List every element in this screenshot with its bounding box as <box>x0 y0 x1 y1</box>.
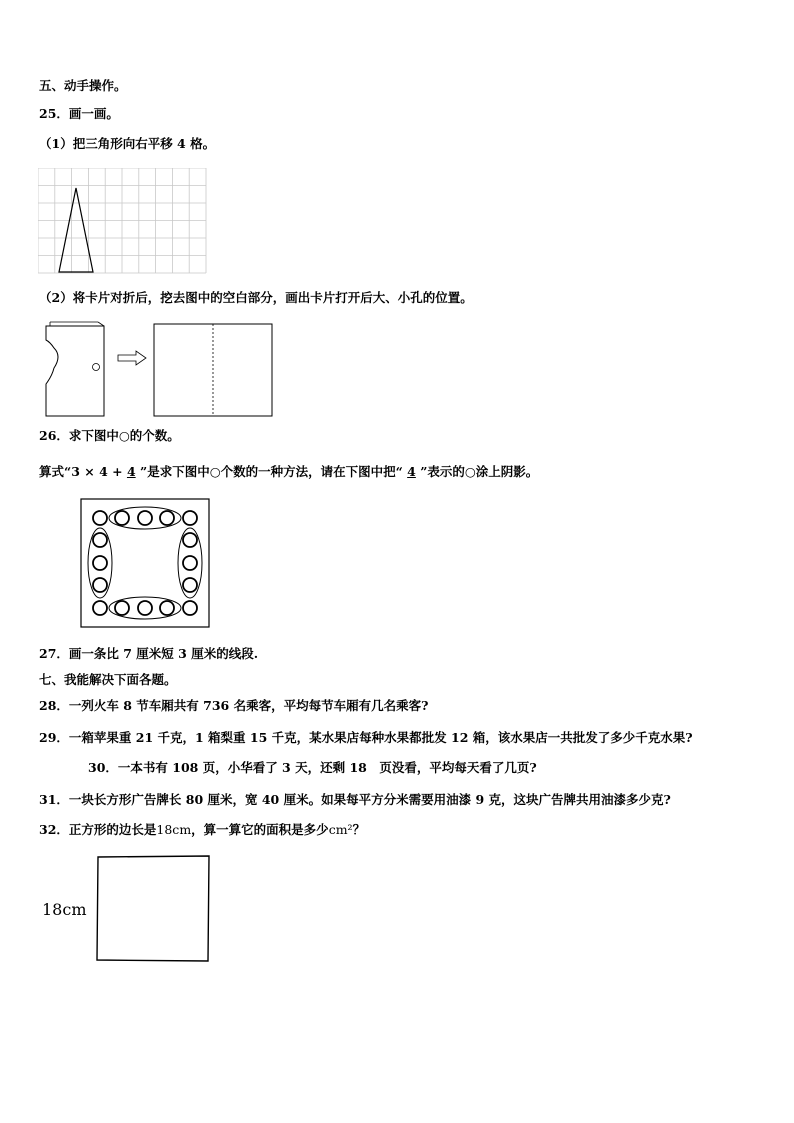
folded-card <box>46 326 104 416</box>
small-hole <box>93 364 100 371</box>
circles-figure <box>80 498 212 630</box>
small-circle <box>93 578 107 592</box>
question-27-title: 27．画一条比 7 厘米短 3 厘米的线段. <box>39 646 259 661</box>
folded-card-figure <box>40 318 280 420</box>
triangle-grid-figure <box>38 168 208 274</box>
question-26-title: 26．求下图中○的个数。 <box>39 428 180 443</box>
small-circle <box>115 511 129 525</box>
question-28: 28．一列火车 8 节车厢共有 736 名乘客，平均每节车厢有几名乘客? <box>39 698 429 713</box>
right-arrow-icon <box>118 351 146 365</box>
triangle-shape <box>59 188 93 272</box>
small-circle <box>160 511 174 525</box>
question-25-title: 25．画一画。 <box>39 106 119 121</box>
small-circle <box>93 511 107 525</box>
square-shape <box>97 856 209 961</box>
small-circle <box>93 556 107 570</box>
small-circle <box>138 511 152 525</box>
square-side-label: 18cm <box>42 900 87 919</box>
small-circle <box>183 533 197 547</box>
small-circle <box>93 601 107 615</box>
question-31: 31．一块长方形广告牌长 80 厘米，宽 40 厘米。如果每平方分米需要用油漆 9 克，这块广告牌共用油漆多少克? <box>39 792 671 807</box>
question-29: 29．一箱苹果重 21 千克，1 箱梨重 15 千克，某水果店每种水果都批发 12 箱，该水果店一共批发了多少千克水果? <box>39 730 693 745</box>
question-25-part-1: （1）把三角形向右平移 4 格。 <box>39 136 216 151</box>
question-26-formula: 算式“3 × 4 + 4 ”是求下图中○个数的一种方法，请在下图中把“ 4 ”表示的○涂上阴影。 <box>39 464 539 479</box>
small-circle <box>115 601 129 615</box>
small-circle <box>183 511 197 525</box>
small-circle <box>93 533 107 547</box>
small-circle <box>183 601 197 615</box>
question-32: 32．正方形的边长是18cm，算一算它的面积是多少cm²？ <box>39 822 366 837</box>
small-circle <box>183 556 197 570</box>
question-25-part-2: （2）将卡片对折后，挖去图中的空白部分，画出卡片打开后大、小孔的位置。 <box>39 290 473 305</box>
question-30: 30．一本书有 108 页，小华看了 3 天，还剩 18 页没看，平均每天看了几页? <box>88 760 537 775</box>
triangle-grid <box>38 168 208 274</box>
small-circle <box>138 601 152 615</box>
small-circle <box>183 578 197 592</box>
section-7-title: 七、我能解决下面各题。 <box>39 672 177 687</box>
section-5-title: 五、动手操作。 <box>39 78 127 93</box>
small-circle <box>160 601 174 615</box>
